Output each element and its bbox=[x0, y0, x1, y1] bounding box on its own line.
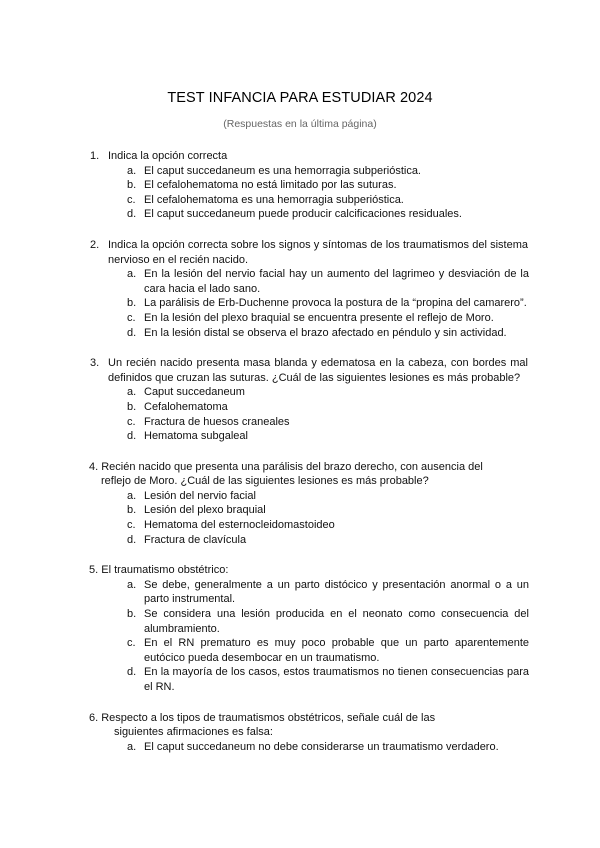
question-3-option-b bbox=[127, 400, 529, 415]
option-text: Fractura de clavícula bbox=[144, 533, 247, 546]
question-number: 1. bbox=[90, 150, 100, 162]
option-letter: a. bbox=[127, 386, 137, 399]
option-letter: c. bbox=[127, 519, 136, 532]
option-letter: b. bbox=[127, 608, 137, 621]
option-text: El cefalohematoma no está limitado por las suturas. bbox=[144, 179, 397, 192]
option-letter: d. bbox=[127, 430, 137, 443]
question-5-option-c bbox=[127, 636, 529, 665]
question-2-option-b bbox=[127, 296, 529, 311]
question-4-option-b bbox=[127, 503, 529, 518]
question-3-option-d bbox=[127, 429, 529, 444]
option-letter: b. bbox=[127, 400, 137, 413]
option-letter: a. bbox=[127, 489, 137, 502]
option-text: La parálisis de Erb-Duchenne provoca la postura de la “propina del camarero”. bbox=[144, 297, 527, 310]
question-6-text bbox=[89, 711, 529, 740]
question-4-option-d bbox=[127, 533, 529, 548]
question-3-text bbox=[90, 356, 528, 385]
question-stem-line-2: reflejo de Moro. ¿Cuál de las siguientes lesiones es más probable? bbox=[101, 475, 429, 488]
question-2-text bbox=[90, 238, 528, 267]
option-text: En el RN prematuro es muy poco probable que un parto aparentemente eutócico pueda desembocar en un traumatismo. bbox=[144, 637, 529, 664]
question-5-text bbox=[89, 563, 529, 578]
option-text: El caput succedaneum puede producir calcificaciones residuales. bbox=[144, 208, 462, 221]
question-1-option-d bbox=[127, 207, 529, 222]
option-text: El cefalohematoma es una hemorragia subperióstica. bbox=[144, 193, 404, 206]
option-text: Lesión del plexo braquial bbox=[144, 504, 266, 517]
question-3 bbox=[0, 356, 600, 444]
question-5 bbox=[0, 563, 600, 694]
option-text: Fractura de huesos craneales bbox=[144, 415, 290, 428]
option-letter: d. bbox=[127, 666, 137, 679]
question-6-option-a bbox=[127, 740, 529, 755]
question-4-text bbox=[89, 460, 529, 489]
question-1-text bbox=[90, 149, 528, 164]
option-text: Hematoma del esternocleidomastoideo bbox=[144, 519, 335, 532]
question-5-option-b bbox=[127, 607, 529, 636]
option-letter: a. bbox=[127, 268, 137, 281]
option-text: En la mayoría de los casos, estos traumatismos no tienen consecuencias para el RN. bbox=[144, 666, 529, 693]
option-text: Se considera una lesión producida en el neonato como consecuencia del alumbramiento. bbox=[144, 608, 529, 635]
question-5-option-a bbox=[127, 578, 529, 607]
option-text: Hematoma subgaleal bbox=[144, 430, 248, 443]
option-text: En la lesión distal se observa el brazo afectado en péndulo y sin actividad. bbox=[144, 326, 507, 339]
question-stem: Indica la opción correcta sobre los signos y síntomas de los traumatismos del sistema nervioso en el recién nacido. bbox=[108, 238, 528, 266]
question-3-option-a bbox=[127, 385, 529, 400]
option-letter: c. bbox=[127, 415, 136, 428]
option-text: Lesión del nervio facial bbox=[144, 489, 256, 502]
option-letter: a. bbox=[127, 740, 137, 753]
question-4-option-c bbox=[127, 518, 529, 533]
option-letter: c. bbox=[127, 193, 136, 206]
option-text: En la lesión del nervio facial hay un aumento del lagrimeo y desviación de la cara hacia el lado sano. bbox=[144, 268, 529, 295]
question-4 bbox=[0, 460, 600, 548]
question-stem: Un recién nacido presenta masa blanda y edematosa en la cabeza, con bordes mal definidos que cruzan las suturas. ¿Cuál de las siguientes lesiones es más probable? bbox=[108, 357, 528, 384]
question-2-option-c bbox=[127, 311, 529, 326]
question-1-option-a bbox=[127, 164, 529, 179]
question-stem-line-1: 4. Recién nacido que presenta una parálisis del brazo derecho, con ausencia del bbox=[89, 460, 483, 473]
question-2-option-d bbox=[127, 326, 529, 341]
option-text: Se debe, generalmente a un parto distócico y presentación anormal o a un parto instrumental. bbox=[144, 578, 529, 606]
option-letter: c. bbox=[127, 311, 136, 324]
question-2-option-a bbox=[127, 267, 529, 296]
page-subtitle: (Respuestas en la última página) bbox=[223, 118, 377, 130]
question-list bbox=[0, 149, 600, 754]
question-1-option-c bbox=[127, 193, 529, 208]
option-letter: a. bbox=[127, 578, 137, 591]
option-letter: d. bbox=[127, 326, 137, 339]
question-stem-line-2: siguientes afirmaciones es falsa: bbox=[114, 726, 273, 739]
option-letter: a. bbox=[127, 164, 137, 177]
option-letter: b. bbox=[127, 297, 137, 310]
question-stem-line-1: 6. Respecto a los tipos de traumatismos obstétricos, señale cuál de las bbox=[89, 711, 436, 724]
question-5-option-d bbox=[127, 665, 529, 694]
option-letter: b. bbox=[127, 179, 137, 192]
question-stem: Indica la opción correcta bbox=[108, 150, 228, 162]
option-text: El caput succedaneum es una hemorragia subperióstica. bbox=[144, 164, 421, 177]
option-letter: c. bbox=[127, 637, 136, 650]
question-2 bbox=[0, 238, 600, 340]
option-letter: d. bbox=[127, 533, 137, 546]
option-text: Caput succedaneum bbox=[144, 386, 245, 399]
page-title: TEST INFANCIA PARA ESTUDIAR 2024 bbox=[167, 90, 433, 106]
question-number: 3. bbox=[90, 357, 100, 370]
option-letter: d. bbox=[127, 208, 137, 221]
question-6 bbox=[0, 711, 600, 755]
question-3-option-c bbox=[127, 415, 529, 430]
option-letter: b. bbox=[127, 504, 137, 517]
question-1 bbox=[0, 149, 600, 222]
option-text: Cefalohematoma bbox=[144, 400, 228, 413]
question-stem: 5. El traumatismo obstétrico: bbox=[89, 564, 229, 577]
question-1-option-b bbox=[127, 178, 529, 193]
option-text: El caput succedaneum no debe considerarse un traumatismo verdadero. bbox=[144, 740, 499, 753]
option-text: En la lesión del plexo braquial se encuentra presente el reflejo de Moro. bbox=[144, 311, 494, 324]
question-4-option-a bbox=[127, 489, 529, 504]
question-number: 2. bbox=[90, 238, 100, 251]
